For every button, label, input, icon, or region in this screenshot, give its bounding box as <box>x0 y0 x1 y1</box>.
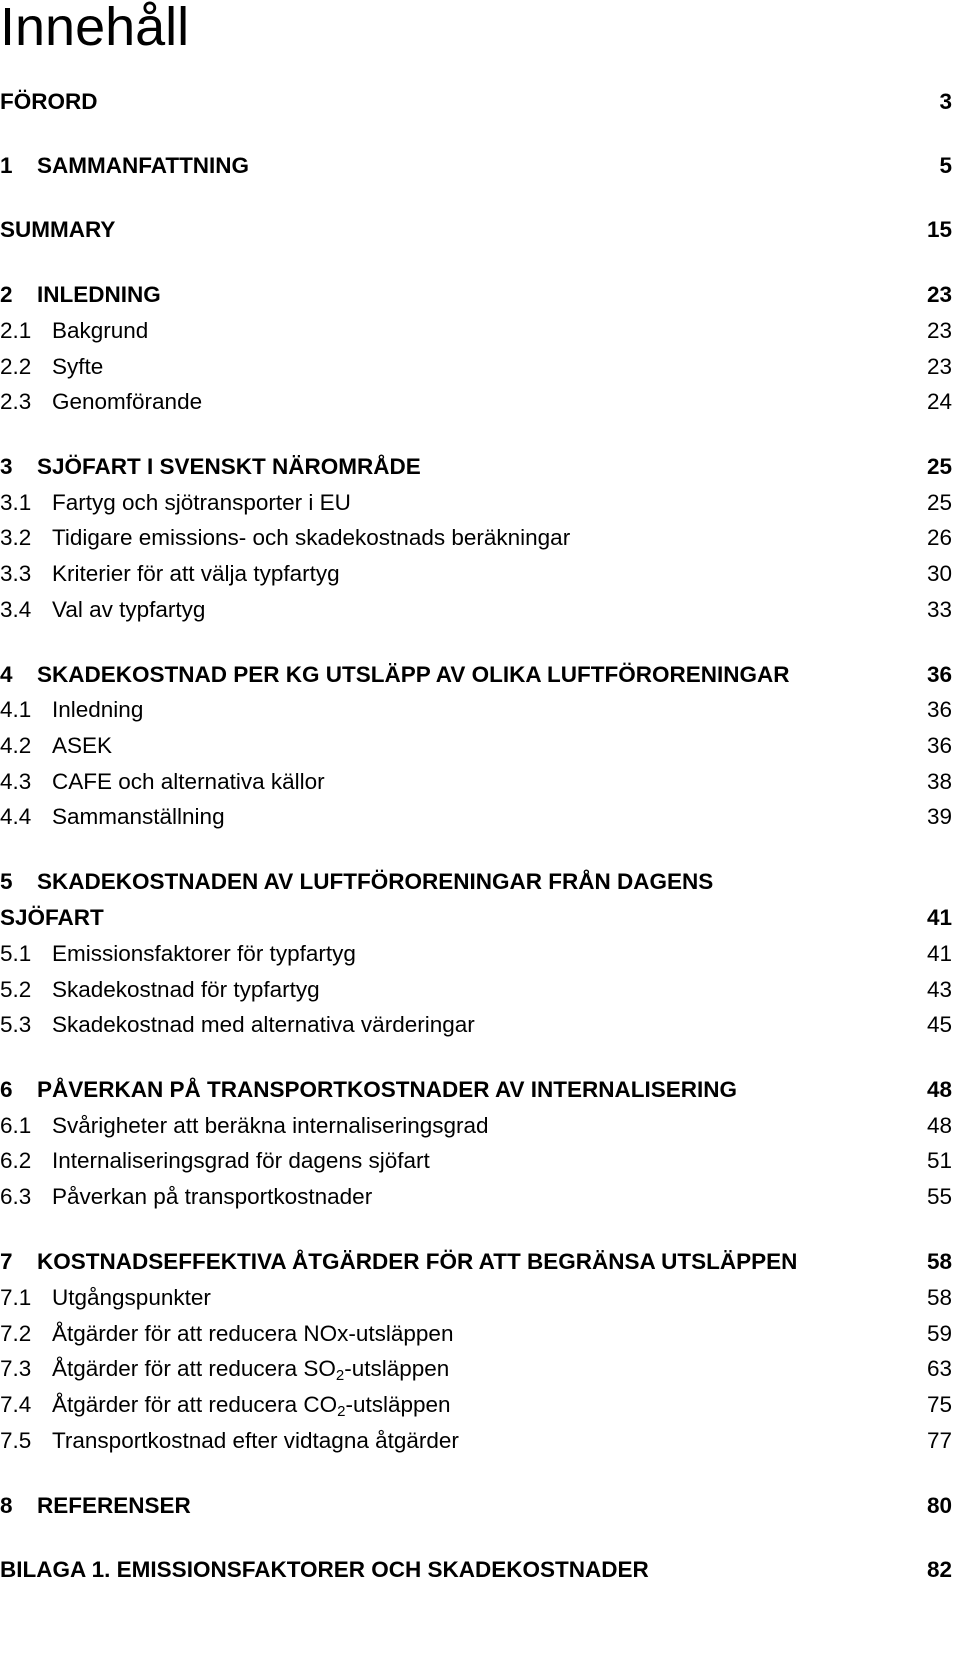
toc-page-number: 77 <box>926 1428 952 1453</box>
subscript: 2 <box>337 1403 346 1420</box>
toc-entry-number: 5.1 <box>0 941 32 966</box>
toc-entry-label: Val av typfartyg <box>52 597 206 622</box>
toc-entry-label: PÅVERKAN PÅ TRANSPORTKOSTNADER AV INTERNALISERING <box>37 1077 738 1102</box>
toc-entry-section-7-2[interactable] <box>0 1318 952 1350</box>
toc-entry-number: 1 <box>0 153 13 178</box>
toc-entry-number: 6.2 <box>0 1148 32 1173</box>
toc-page-number: 15 <box>926 217 952 242</box>
toc-entry-number: 3.3 <box>0 561 32 586</box>
toc-entry-number: 7.5 <box>0 1428 32 1453</box>
toc-entry-chapter-2[interactable] <box>0 279 952 311</box>
toc-entry-section-5-2[interactable] <box>0 974 952 1006</box>
toc-entry-label: Tidigare emissions- och skadekostnads beräkningar <box>52 525 571 550</box>
toc-page-number: 36 <box>926 662 952 687</box>
toc-entry-number: 8 <box>0 1493 13 1518</box>
toc-page-number: 5 <box>939 153 952 178</box>
toc-entry-number: 5.2 <box>0 977 32 1002</box>
toc-page-number: 33 <box>926 597 952 622</box>
toc-entry-chapter-4[interactable] <box>0 659 952 691</box>
toc-entry-section-6-1[interactable] <box>0 1110 952 1142</box>
toc-page-number: 23 <box>926 354 952 379</box>
toc-page-number: 80 <box>926 1493 952 1518</box>
toc-page-number: 41 <box>926 941 952 966</box>
toc-entry-number: 3.1 <box>0 490 32 515</box>
toc-entry-section-6-2[interactable] <box>0 1145 952 1177</box>
toc-entry-label: Internaliseringsgrad för dagens sjöfart <box>52 1148 430 1173</box>
toc-page-number: 59 <box>926 1321 952 1346</box>
toc-entry-chapter-7[interactable] <box>0 1246 952 1278</box>
toc-page-number: 36 <box>926 697 952 722</box>
toc-entry-label: SKADEKOSTNAD PER KG UTSLÄPP AV OLIKA LUFTFÖRORENINGAR <box>37 662 790 687</box>
toc-entry-label: INLEDNING <box>37 282 161 307</box>
toc-entry-label: Skadekostnad för typfartyg <box>52 977 320 1002</box>
toc-entry-label: Sammanställning <box>52 804 225 829</box>
toc-entry-label: ASEK <box>52 733 113 758</box>
page-title: Innehåll <box>0 0 190 57</box>
toc-entry-section-3-3[interactable] <box>0 558 952 590</box>
label-text: -utsläppen <box>344 1356 450 1381</box>
toc-page-number: 75 <box>926 1392 952 1417</box>
toc-entry-label: FÖRORD <box>0 89 98 114</box>
toc-entry-number: 2 <box>0 282 13 307</box>
toc-entry-chapter-5[interactable] <box>0 866 952 898</box>
toc-entry-section-7-4[interactable] <box>0 1389 952 1421</box>
toc-entry-number: 3.2 <box>0 525 32 550</box>
toc-page-number: 63 <box>926 1356 952 1381</box>
toc-entry-section-7-5[interactable] <box>0 1425 952 1457</box>
toc-page-number: 43 <box>926 977 952 1002</box>
toc-entry-label: Transportkostnad efter vidtagna åtgärder <box>52 1428 459 1453</box>
toc-entry-summary[interactable] <box>0 214 952 246</box>
toc-entry-section-2-3[interactable] <box>0 386 952 418</box>
toc-entry-label: Genomförande <box>52 389 203 414</box>
toc-entry-label: SKADEKOSTNADEN AV LUFTFÖRORENINGAR FRÅN DAGENS <box>37 869 714 894</box>
toc-entry-label: Svårigheter att beräkna internaliseringsgrad <box>52 1113 489 1138</box>
toc-entry-number: 2.1 <box>0 318 32 343</box>
toc-page-number: 55 <box>926 1184 952 1209</box>
toc-entry-section-4-1[interactable] <box>0 694 952 726</box>
toc-entry-label: Emissionsfaktorer för typfartyg <box>52 941 356 966</box>
toc-entry-label <box>52 1353 449 1385</box>
toc-entry-section-2-2[interactable] <box>0 351 952 383</box>
toc-entry-section-3-4[interactable] <box>0 594 952 626</box>
toc-entry-number: 7.4 <box>0 1392 32 1417</box>
toc-entry-label <box>52 1389 451 1421</box>
toc-page-number: 41 <box>926 905 952 930</box>
toc-entry-label-continued: SJÖFART <box>0 905 104 930</box>
toc-entry-label: Kriterier för att välja typfartyg <box>52 561 340 586</box>
toc-entry-section-5-1[interactable] <box>0 938 952 970</box>
label-text: -utsläppen <box>345 1392 451 1417</box>
toc-entry-section-2-1[interactable] <box>0 315 952 347</box>
toc-page-number: 3 <box>939 89 952 114</box>
toc-entry-number: 5 <box>0 869 13 894</box>
toc-entry-section-7-3[interactable] <box>0 1353 952 1385</box>
toc-entry-chapter-6[interactable] <box>0 1074 952 1106</box>
toc-entry-label: Bakgrund <box>52 318 149 343</box>
toc-entry-number: 3 <box>0 454 13 479</box>
toc-entry-label: Åtgärder för att reducera NOx-utsläppen <box>52 1321 454 1346</box>
toc-page-number: 45 <box>926 1012 952 1037</box>
toc-entry-number: 6.1 <box>0 1113 32 1138</box>
toc-entry-label: Inledning <box>52 697 144 722</box>
toc-page-number: 26 <box>926 525 952 550</box>
toc-entry-number: 2.3 <box>0 389 32 414</box>
toc-page-number: 25 <box>926 454 952 479</box>
toc-entry-number: 6.3 <box>0 1184 32 1209</box>
toc-entry-number: 4.2 <box>0 733 32 758</box>
subscript: 2 <box>335 1367 345 1384</box>
label-text: Åtgärder för att reducera CO <box>52 1392 338 1417</box>
toc-entry-label: SAMMANFATTNING <box>37 153 250 178</box>
toc-entry-number: 4.1 <box>0 697 32 722</box>
toc-entry-section-3-2[interactable] <box>0 522 952 554</box>
toc-page-number: 25 <box>926 490 952 515</box>
toc-entry-foerord[interactable] <box>0 86 952 118</box>
toc-page-number: 82 <box>926 1557 952 1582</box>
toc-page-number: 39 <box>926 804 952 829</box>
toc-entry-section-4-3[interactable] <box>0 766 952 798</box>
toc-entry-section-4-2[interactable] <box>0 730 952 762</box>
toc-entry-chapter-3[interactable] <box>0 451 952 483</box>
toc-entry-label: Utgångspunkter <box>52 1285 211 1310</box>
toc-entry-section-3-1[interactable] <box>0 487 952 519</box>
toc-entry-number: 4.4 <box>0 804 32 829</box>
toc-page-number: 58 <box>926 1285 952 1310</box>
toc-entry-label: Syfte <box>52 354 104 379</box>
toc-entry-number: 3.4 <box>0 597 32 622</box>
toc-entry-section-5-3[interactable] <box>0 1009 952 1041</box>
toc-entry-number: 4 <box>0 662 13 687</box>
toc-entry-section-7-1[interactable] <box>0 1282 952 1314</box>
toc-entry-label: CAFE och alternativa källor <box>52 769 325 794</box>
toc-entry-label: Påverkan på transportkostnader <box>52 1184 373 1209</box>
toc-entry-number: 6 <box>0 1077 13 1102</box>
toc-entry-number: 5.3 <box>0 1012 32 1037</box>
toc-page-number: 48 <box>926 1113 952 1138</box>
toc-page-number: 24 <box>926 389 952 414</box>
toc-entry-bilaga-1[interactable] <box>0 1554 952 1586</box>
toc-entry-number: 7 <box>0 1249 13 1274</box>
toc-entry-label: Fartyg och sjötransporter i EU <box>52 490 351 515</box>
toc-entry-label: BILAGA 1. EMISSIONSFAKTORER OCH SKADEKOSTNADER <box>0 1557 649 1582</box>
toc-entry-section-4-4[interactable] <box>0 801 952 833</box>
toc-entry-number: 4.3 <box>0 769 32 794</box>
label-text: Åtgärder för att reducera SO <box>52 1356 336 1381</box>
toc-page-number: 23 <box>926 318 952 343</box>
toc-entry-number: 7.2 <box>0 1321 32 1346</box>
toc-page-number: 36 <box>926 733 952 758</box>
toc-entry-number: 7.3 <box>0 1356 32 1381</box>
toc-entry-section-6-3[interactable] <box>0 1181 952 1213</box>
toc-entry-label: REFERENSER <box>37 1493 191 1518</box>
toc-page-number: 30 <box>926 561 952 586</box>
toc-page-number: 58 <box>926 1249 952 1274</box>
toc-page-number: 48 <box>926 1077 952 1102</box>
toc-entry-chapter-5-continued[interactable] <box>0 902 952 934</box>
toc-entry-number: 7.1 <box>0 1285 32 1310</box>
toc-entry-label: KOSTNADSEFFEKTIVA ÅTGÄRDER FÖR ATT BEGRÄNSA UTSLÄPPEN <box>37 1249 798 1274</box>
toc-page-number: 38 <box>926 769 952 794</box>
toc-entry-chapter-8[interactable] <box>0 1490 952 1522</box>
toc-entry-label: SJÖFART I SVENSKT NÄROMRÅDE <box>37 454 421 479</box>
toc-entry-label: Skadekostnad med alternativa värderingar <box>52 1012 475 1037</box>
toc-page-number: 51 <box>926 1148 952 1173</box>
toc-entry-number: 2.2 <box>0 354 32 379</box>
toc-page-number: 23 <box>926 282 952 307</box>
toc-entry-chapter-1[interactable] <box>0 150 952 182</box>
toc-entry-label: SUMMARY <box>0 217 116 242</box>
